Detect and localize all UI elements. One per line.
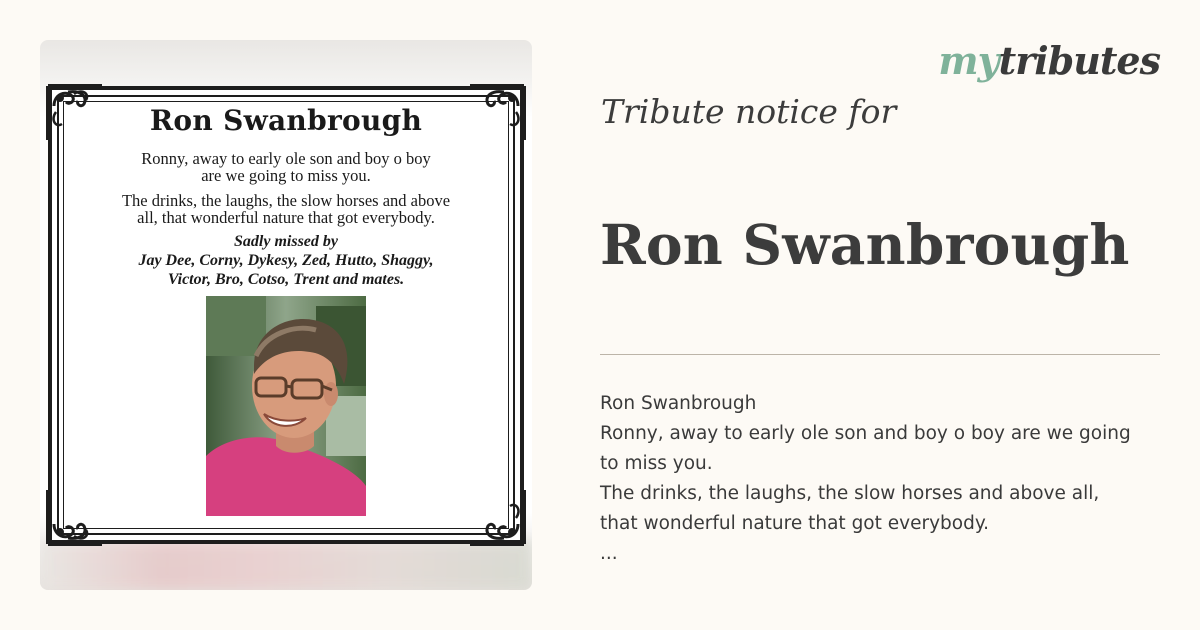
- ornament-corner-icon: [44, 486, 106, 548]
- logo-my: my: [938, 38, 999, 83]
- notice-message-line: all, that wonderful nature that got everybody.: [137, 208, 435, 227]
- portrait-photo: [206, 296, 366, 516]
- notice-signoff-line: Sadly missed by: [234, 233, 338, 250]
- logo-tributes: tributes: [998, 38, 1160, 83]
- excerpt-line: The drinks, the laughs, the slow horses and above all,: [600, 483, 1100, 504]
- notice-signoff-line: Jay Dee, Corny, Dykesy, Zed, Hutto, Shaggy,: [138, 252, 434, 269]
- notice-message-line: The drinks, the laughs, the slow horses and above: [121, 191, 451, 210]
- excerpt-line: Ronny, away to early ole son and boy o boy are we going: [600, 423, 1131, 444]
- excerpt-line: Ron Swanbrough: [600, 393, 757, 414]
- notice-image: [48, 86, 524, 544]
- divider: [600, 354, 1160, 355]
- excerpt-ellipsis: ...: [600, 543, 618, 564]
- excerpt-line: that wonderful nature that got everybody.: [600, 513, 990, 534]
- notice-message-line: Ronny, away to early ole son and boy o boy: [141, 149, 431, 168]
- card-blur-background: [40, 540, 532, 590]
- ornament-corner-icon: [466, 486, 528, 548]
- notice-card[interactable]: [40, 40, 532, 590]
- tribute-excerpt: [600, 389, 1170, 569]
- notice-signoff-line: Victor, Bro, Cotso, Trent and mates.: [167, 271, 405, 288]
- notice-message-line: are we going to miss you.: [201, 166, 371, 185]
- page-subtitle: Tribute notice for: [601, 92, 897, 131]
- mytributes-logo[interactable]: [938, 38, 1160, 83]
- excerpt-line: to miss you.: [600, 453, 713, 474]
- notice-name: Ron Swanbrough: [149, 104, 423, 137]
- page-title: Ron Swanbrough: [600, 212, 1130, 277]
